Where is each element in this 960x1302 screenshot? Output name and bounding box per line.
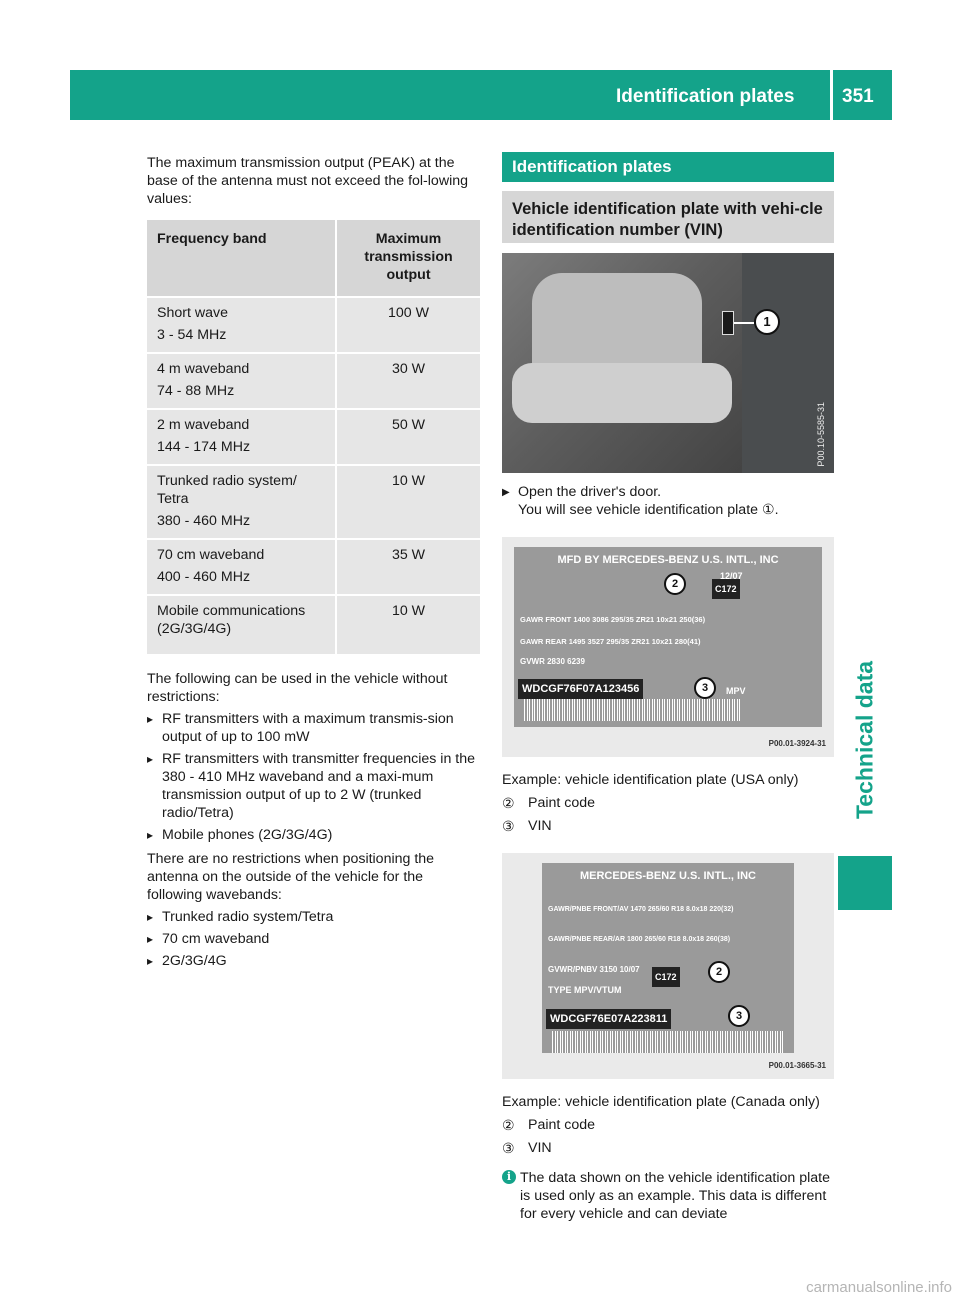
canada-plate (542, 863, 794, 1053)
band-output: 35 W (337, 540, 480, 594)
band-name: Mobile communications (2G/3G/4G) (157, 603, 306, 637)
table-header-output: Maximum transmission output (337, 220, 480, 296)
callout-3: 3 (694, 677, 716, 699)
usa-plate-vin: WDCGF76F07A123456 (518, 679, 643, 699)
usa-plate-front: GAWR FRONT 1400 3086 295/35 ZR21 10x21 250(36) (520, 615, 706, 624)
usa-plate-paint-code: C172 (712, 579, 740, 599)
band-output: 50 W (337, 410, 480, 464)
canada-plate-title: MERCEDES-BENZ U.S. INTL., INC (579, 870, 756, 882)
band-name: Short wave (157, 305, 228, 321)
callout-1: 1 (754, 309, 780, 335)
info-note (502, 1169, 834, 1223)
band-output: 10 W (337, 596, 480, 654)
info-text: The data shown on the vehicle identification plate is used only as an example. This data is different for every vehicle and can deviate (520, 1170, 830, 1222)
usa-legend-item: ② Paint code (502, 795, 596, 811)
bullet-list-wavebands (147, 908, 482, 970)
side-tab-label: Technical data (851, 660, 878, 820)
usa-plate-rear: GAWR REAR 1495 3527 295/35 ZR21 10x21 280(41) (520, 637, 701, 646)
list-item: ▸ RF transmitters with transmitter frequencies in the 380 - 410 MHz waveband and a maxi-mum transmission output of up to 2 W (trunked radio/Tetra) (147, 750, 482, 822)
callout-2: 2 (708, 961, 730, 983)
canada-caption: Example: vehicle identification plate (Canada only) (502, 1094, 820, 1110)
table-header-row (147, 220, 480, 296)
table-row (147, 466, 480, 538)
band-range: 3 - 54 MHz (157, 327, 227, 343)
subsection-title: Vehicle identification plate with vehi-cle identification number (VIN) (502, 191, 834, 243)
step-text: Open the driver's door. (518, 484, 662, 500)
table-row (147, 410, 480, 464)
band-name: 70 cm waveband (157, 547, 265, 563)
page-header-title: Identification plates (616, 86, 795, 107)
plate-location-marker (722, 311, 734, 335)
watermark: carmanualsonline.info (806, 1279, 952, 1296)
list-item: ▸ Mobile phones (2G/3G/4G) (147, 826, 482, 844)
header-separator (830, 70, 833, 120)
table-row (147, 596, 480, 654)
usa-plate-gvwr: GVWR 2830 6239 (520, 657, 585, 666)
callout-3: 3 (728, 1005, 750, 1027)
step-result: You will see vehicle identification plate ①. (518, 502, 779, 518)
usa-plate (514, 547, 822, 727)
band-name: 2 m waveband (157, 417, 250, 433)
canada-plate-barcode (552, 1031, 784, 1053)
frequency-table (147, 218, 480, 656)
canada-plate-figure (502, 853, 834, 1079)
right-column (502, 152, 834, 1223)
info-icon: i (502, 1170, 516, 1184)
usa-plate-date: 12/07 (720, 571, 743, 581)
no-restrictions-paragraph: There are no restrictions when positioning the antenna on the outside of the vehicle for the following wavebands: (147, 851, 435, 903)
band-range: 380 - 460 MHz (157, 513, 251, 529)
canada-legend-item: ② Paint code (502, 1117, 596, 1133)
bullet-list-unrestricted (147, 710, 482, 844)
callout-leader (734, 322, 754, 324)
usa-figure-code: P00.01-3924-31 (768, 739, 826, 748)
following-paragraph: The following can be used in the vehicle without restrictions: (147, 671, 448, 705)
side-tab-block (838, 856, 892, 910)
table-row (147, 354, 480, 408)
canada-plate-type: TYPE MPV/VTUM (548, 985, 622, 995)
band-output: 100 W (337, 298, 480, 352)
step-instruction (502, 483, 834, 519)
canada-figure-code: P00.01-3665-31 (768, 1061, 826, 1070)
usa-plate-figure (502, 537, 834, 757)
band-range: 144 - 174 MHz (157, 439, 251, 455)
list-item: ▸ 2G/3G/4G (147, 952, 482, 970)
canada-plate-gvwr: GVWR/PNBV 3150 10/07 (548, 965, 640, 974)
page-number: 351 (842, 86, 874, 107)
list-item: ▸ 70 cm waveband (147, 930, 482, 948)
usa-caption: Example: vehicle identification plate (USA only) (502, 772, 799, 788)
band-range: 400 - 460 MHz (157, 569, 251, 585)
table-row (147, 298, 480, 352)
band-name: 4 m waveband (157, 361, 250, 377)
canada-plate-paint-code: C172 (652, 967, 680, 987)
intro-paragraph: The maximum transmission output (PEAK) at the base of the antenna must not exceed the fol-lowing values: (147, 155, 469, 207)
band-output: 10 W (337, 466, 480, 538)
seat-cushion (512, 363, 732, 423)
usa-plate-barcode (524, 699, 742, 721)
table-header-frequency: Frequency band (147, 220, 337, 296)
band-name: Trunked radio system/ Tetra (157, 473, 297, 507)
canada-plate-rear: GAWR/PNBE REAR/AR 1800 265/60 R18 8.0x18 260(38) (548, 936, 731, 943)
usa-plate-title: MFD BY MERCEDES-BENZ U.S. INTL., INC (557, 554, 779, 566)
section-title: Identification plates (502, 152, 834, 182)
canada-plate-vin: WDCGF76E07A223811 (546, 1009, 671, 1029)
door-photo (502, 253, 834, 473)
figure-code: P00.10-5585-31 (816, 402, 826, 467)
canada-plate-front: GAWR/PNBE FRONT/AV 1470 265/60 R18 8.0x18 220(32) (548, 906, 734, 913)
list-item: ▸ RF transmitters with a maximum transmis-sion output of up to 100 mW (147, 710, 482, 746)
callout-2: 2 (664, 573, 686, 595)
left-column (147, 154, 482, 976)
usa-plate-type: MPV (726, 686, 746, 696)
canada-legend-item: ③ VIN (502, 1140, 552, 1156)
usa-legend-item: ③ VIN (502, 818, 552, 834)
list-item: ▸ Trunked radio system/Tetra (147, 908, 482, 926)
band-range: 74 - 88 MHz (157, 383, 235, 399)
band-output: 30 W (337, 354, 480, 408)
table-row (147, 540, 480, 594)
